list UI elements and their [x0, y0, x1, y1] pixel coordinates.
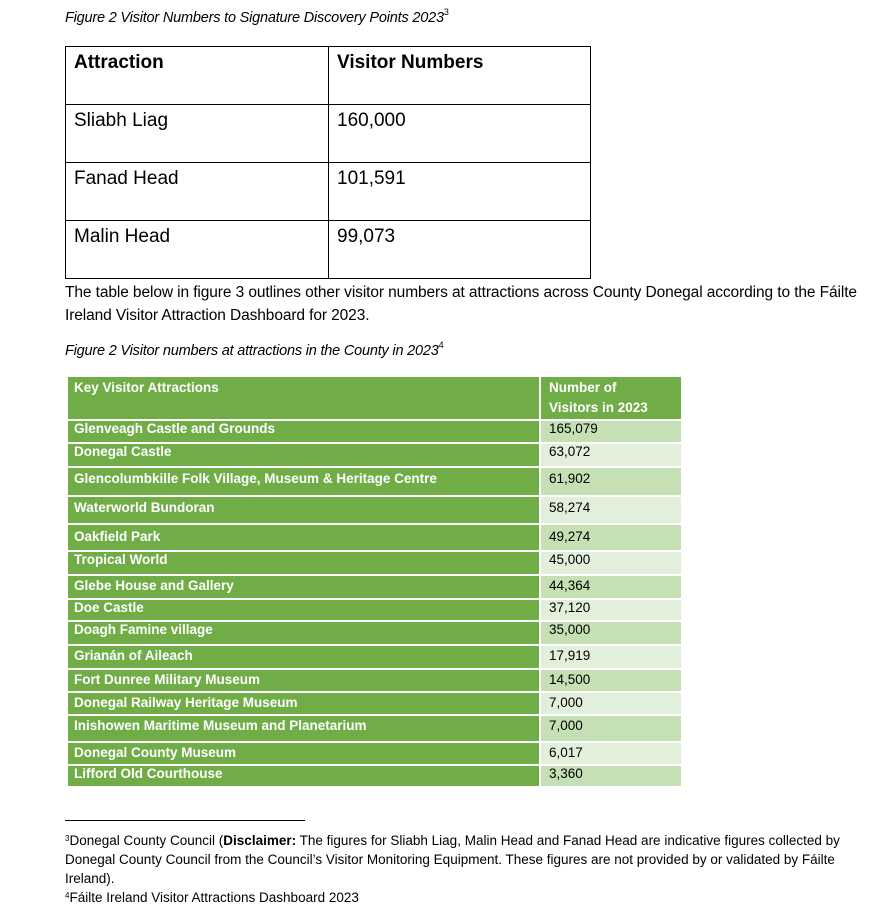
attraction-cell: Inishowen Maritime Museum and Planetarium [68, 715, 540, 742]
visitors-cell: 3,360 [540, 765, 681, 786]
footnotes [65, 831, 865, 907]
table-row [66, 105, 591, 163]
visitors-cell: 99,073 [329, 221, 591, 279]
signature-discovery-points-table [65, 46, 591, 279]
attraction-cell: Grianán of Aileach [68, 645, 540, 669]
table-row [66, 163, 591, 221]
footnote-4: $^4$Fáilte Ireland Visitor Attractions Dashboard 2023 [65, 890, 359, 905]
attraction-cell: Doagh Famine village [68, 621, 540, 645]
header-key-attractions: Key Visitor Attractions [68, 377, 540, 420]
footnote-ref-3: 3 [443, 7, 449, 17]
table-row [68, 467, 681, 496]
visitors-cell: 7,000 [540, 715, 681, 742]
attraction-cell: Glencolumbkille Folk Village, Museum & Heritage Centre [68, 467, 540, 496]
table-row [68, 575, 681, 599]
table-row [68, 742, 681, 765]
attraction-cell: Sliabh Liag [66, 105, 329, 163]
table-row [68, 692, 681, 715]
table-row [68, 645, 681, 669]
visitors-cell: 101,591 [329, 163, 591, 221]
attraction-cell: Fort Dunree Military Museum [68, 669, 540, 692]
attraction-cell: Donegal Castle [68, 443, 540, 467]
header-attraction: Attraction [66, 47, 329, 105]
footnote-separator [65, 820, 305, 821]
visitors-cell: 63,072 [540, 443, 681, 467]
visitors-cell: 165,079 [540, 420, 681, 443]
visitors-cell: 58,274 [540, 496, 681, 524]
visitors-cell: 14,500 [540, 669, 681, 692]
table-row [68, 524, 681, 551]
table-row [68, 669, 681, 692]
footnote-3: $^3$Donegal County Council (Disclaimer: The figures for Sliabh Liag, Malin Head and Fanad Head are indicative figures collected by Donegal County Council from the Council’s Visitor Monitoring Equipment. These figures are not provided by or validated by Fáilte Ireland). [65, 833, 840, 886]
attraction-cell: Glebe House and Gallery [68, 575, 540, 599]
visitors-cell: 35,000 [540, 621, 681, 645]
table-row [68, 420, 681, 443]
table-row [68, 599, 681, 621]
table-row [68, 765, 681, 786]
attraction-cell: Fanad Head [66, 163, 329, 221]
attraction-cell: Tropical World [68, 551, 540, 575]
visitors-cell: 6,017 [540, 742, 681, 765]
attraction-cell: Doe Castle [68, 599, 540, 621]
attraction-cell: Donegal County Museum [68, 742, 540, 765]
table-row [68, 496, 681, 524]
attraction-cell: Lifford Old Courthouse [68, 765, 540, 786]
table-row [68, 443, 681, 467]
table-row [68, 621, 681, 645]
attraction-cell: Oakfield Park [68, 524, 540, 551]
figure-2-caption: Figure 2 Visitor numbers at attractions in the County in 2023$^4$ [65, 340, 444, 359]
body-paragraph: The table below in figure 3 outlines other visitor numbers at attractions across County Donegal according to the Fáilte Ireland Visitor Attraction Dashboard for 2023. [65, 284, 857, 324]
table-row [68, 551, 681, 575]
table-row [68, 715, 681, 742]
attraction-cell: Glenveagh Castle and Grounds [68, 420, 540, 443]
header-visitor-numbers: Visitor Numbers [329, 47, 591, 105]
attraction-cell: Malin Head [66, 221, 329, 279]
visitors-cell: 61,902 [540, 467, 681, 496]
visitors-cell: 45,000 [540, 551, 681, 575]
figure-1-caption: Figure 2 Visitor Numbers to Signature Discovery Points 2023$^3$ [65, 7, 449, 26]
table-header-row [68, 377, 681, 420]
footnote-ref-4: 4 [438, 340, 444, 350]
attraction-cell: Donegal Railway Heritage Museum [68, 692, 540, 715]
visitors-cell: 37,120 [540, 599, 681, 621]
visitors-cell: 160,000 [329, 105, 591, 163]
attraction-cell: Waterworld Bundoran [68, 496, 540, 524]
visitors-cell: 44,364 [540, 575, 681, 599]
visitors-cell: 17,919 [540, 645, 681, 669]
visitor-attractions-table [68, 377, 681, 786]
header-number-of-visitors: Number of Visitors in 2023 [540, 377, 681, 420]
visitors-cell: 7,000 [540, 692, 681, 715]
table-row [66, 221, 591, 279]
table-header-row [66, 47, 591, 105]
visitors-cell: 49,274 [540, 524, 681, 551]
